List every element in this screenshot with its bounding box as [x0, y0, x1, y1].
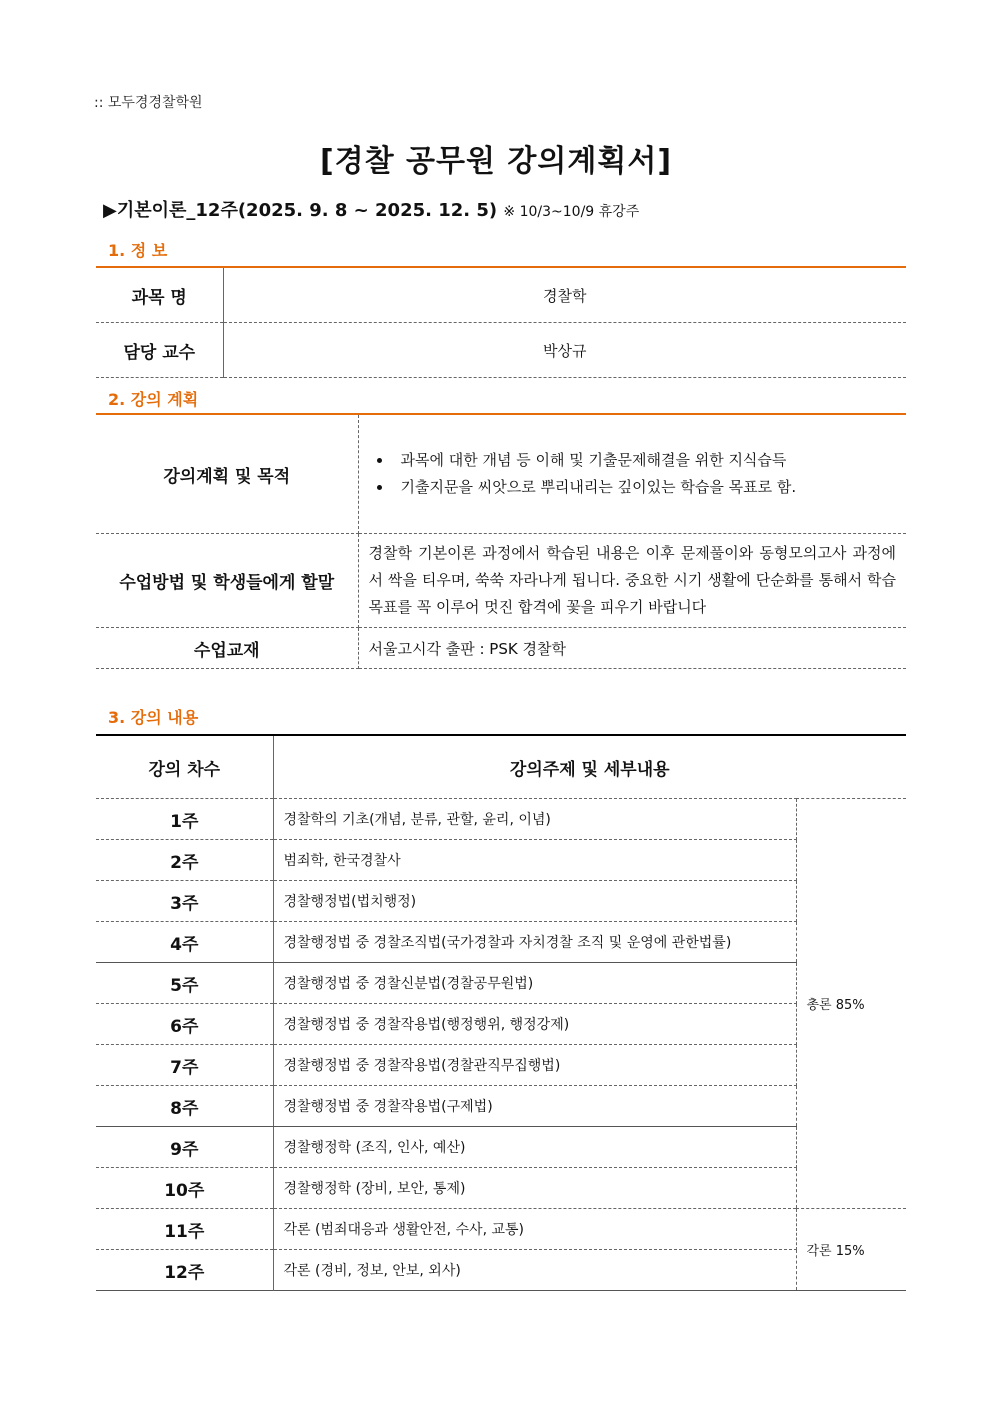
plan-row-textbook [96, 628, 906, 669]
course-period [103, 196, 639, 222]
section-info-heading: 1. 정 보 [108, 241, 168, 260]
week-number: 5주 [96, 963, 273, 1004]
week-column-header: 강의 차수 [96, 735, 273, 799]
week-topic: 경찰행정법 중 경찰신분법(경찰공무원법) [273, 963, 796, 1004]
week-number: 10주 [96, 1168, 273, 1209]
week-topic: 범죄학, 한국경찰사 [273, 840, 796, 881]
plan-row-method [96, 534, 906, 628]
academy-name: :: 모두경경찰학원 [94, 95, 203, 111]
method-text: 경찰학 기본이론 과정에서 학습된 내용은 이후 문제풀이와 동형모의고사 과정에서 싹을 티우며, 쑥쑥 자라나게 됩니다. 중요한 시기 생활에 단순화를 통해서 학습목표를 꼭 이루어 멋진 합격에 꽃을 피우기 바랍니다 [358, 534, 906, 628]
subject-value: 경찰학 [223, 267, 906, 323]
week-topic: 경찰행정학 (장비, 보안, 통제) [273, 1168, 796, 1209]
lecture-schedule-table [96, 734, 906, 1291]
goal-item: • 과목에 대한 개념 등 이해 및 기출문제해결을 위한 지식습득 [393, 447, 907, 474]
table-row [96, 1086, 906, 1127]
week-number: 8주 [96, 1086, 273, 1127]
week-topic: 경찰학의 기초(개념, 분류, 관할, 윤리, 이념) [273, 799, 796, 840]
week-topic: 각론 (경비, 정보, 안보, 외사) [273, 1250, 796, 1291]
week-topic: 경찰행정법 중 경찰작용법(행정행위, 행정강제) [273, 1004, 796, 1045]
info-row-professor [96, 323, 906, 378]
course-period-text: ▶기본이론_12주(2025. 9. 8 ~ 2025. 12. 5) [103, 200, 498, 221]
table-row [96, 1127, 906, 1168]
table-row [96, 1250, 906, 1291]
week-topic: 경찰행정법 중 경찰조직법(국가경찰과 자치경찰 조직 및 운영에 관한법률) [273, 922, 796, 963]
table-row [96, 963, 906, 1004]
subject-label: 과목 명 [96, 267, 223, 323]
textbook-value: 서울고시각 출판 : PSK 경찰학 [358, 628, 906, 669]
section-plan-heading: 2. 강의 계획 [108, 390, 199, 409]
textbook-label: 수업교재 [96, 628, 358, 669]
week-number: 12주 [96, 1250, 273, 1291]
table-row [96, 922, 906, 963]
table-row [96, 881, 906, 922]
topic-column-header: 강의주제 및 세부내용 [273, 735, 906, 799]
section-content-heading: 3. 강의 내용 [108, 708, 199, 727]
document-title: [경찰 공무원 강의계획서] [319, 144, 673, 179]
info-table [96, 266, 906, 378]
week-number: 4주 [96, 922, 273, 963]
table-row [96, 1045, 906, 1086]
goal-label: 강의계획 및 목적 [96, 414, 358, 534]
goal-item: • 기출지문을 씨앗으로 뿌리내리는 깊이있는 학습을 목표로 함. [393, 474, 907, 501]
goal-list [359, 447, 907, 501]
week-number: 11주 [96, 1209, 273, 1250]
week-number: 3주 [96, 881, 273, 922]
week-number: 6주 [96, 1004, 273, 1045]
week-topic: 경찰행정법 중 경찰작용법(경찰관직무집행법) [273, 1045, 796, 1086]
method-label: 수업방법 및 학생들에게 할말 [96, 534, 358, 628]
professor-label: 담당 교수 [96, 323, 223, 378]
table-row [96, 1004, 906, 1045]
week-topic: 각론 (범죄대응과 생활안전, 수사, 교통) [273, 1209, 796, 1250]
table-row [96, 1209, 906, 1250]
general-percentage: 총론 85% [796, 799, 906, 1209]
table-row [96, 799, 906, 840]
week-number: 9주 [96, 1127, 273, 1168]
holiday-note: ※ 10/3~10/9 휴강주 [503, 204, 640, 220]
table-row [96, 840, 906, 881]
week-topic: 경찰행정법(법치행정) [273, 881, 796, 922]
info-row-subject [96, 267, 906, 323]
table-row [96, 1168, 906, 1209]
week-number: 7주 [96, 1045, 273, 1086]
week-topic: 경찰행정법 중 경찰작용법(구제법) [273, 1086, 796, 1127]
plan-row-goal [96, 414, 906, 534]
schedule-header-row [96, 735, 906, 799]
specific-percentage: 각론 15% [806, 1244, 865, 1259]
week-topic: 경찰행정학 (조직, 인사, 예산) [273, 1127, 796, 1168]
week-number: 1주 [96, 799, 273, 840]
professor-value: 박상규 [223, 323, 906, 378]
plan-table [96, 413, 906, 669]
goal-cell [358, 414, 906, 534]
week-number: 2주 [96, 840, 273, 881]
